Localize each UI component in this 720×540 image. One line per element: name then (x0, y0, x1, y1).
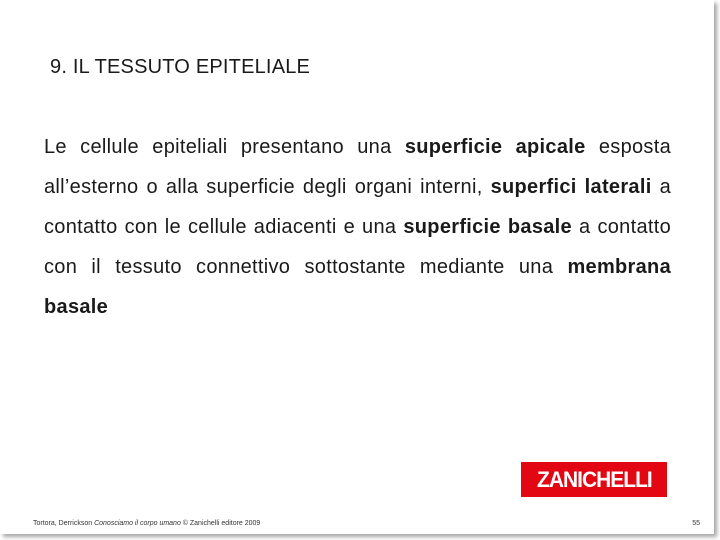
footer-citation (33, 520, 260, 527)
body-segment: a contatto con il tessuto connettivo sottostante mediante una (44, 216, 672, 278)
footer-book-title: Conosciamo il corpo umano (94, 520, 181, 527)
footer-publisher: © Zanichelli editore 2009 (180, 520, 261, 527)
body-term-superfici-laterali: superfici laterali (490, 176, 652, 198)
page-number: 55 (692, 520, 700, 527)
footer-authors: Tortora, Derrickson (33, 520, 95, 527)
body-segment: esposta all’esterno o alla superficie degli organi interni, (44, 136, 671, 198)
body-term-membrana-basale: membrana basale (44, 256, 671, 318)
body-term-superficie-basale: superficie basale (403, 216, 572, 238)
body-segment: Le cellule epiteliali presentano una (44, 136, 405, 158)
logo-text: ZANICHELLI (536, 466, 652, 492)
body-segment: a contatto con le cellule adiacenti e una (44, 176, 671, 238)
body-term-superficie-apicale: superficie apicale (404, 136, 586, 158)
slide-title: 9. IL TESSUTO EPITELIALE (50, 56, 311, 78)
zanichelli-logo (521, 462, 667, 497)
slide-body-text (44, 127, 671, 327)
